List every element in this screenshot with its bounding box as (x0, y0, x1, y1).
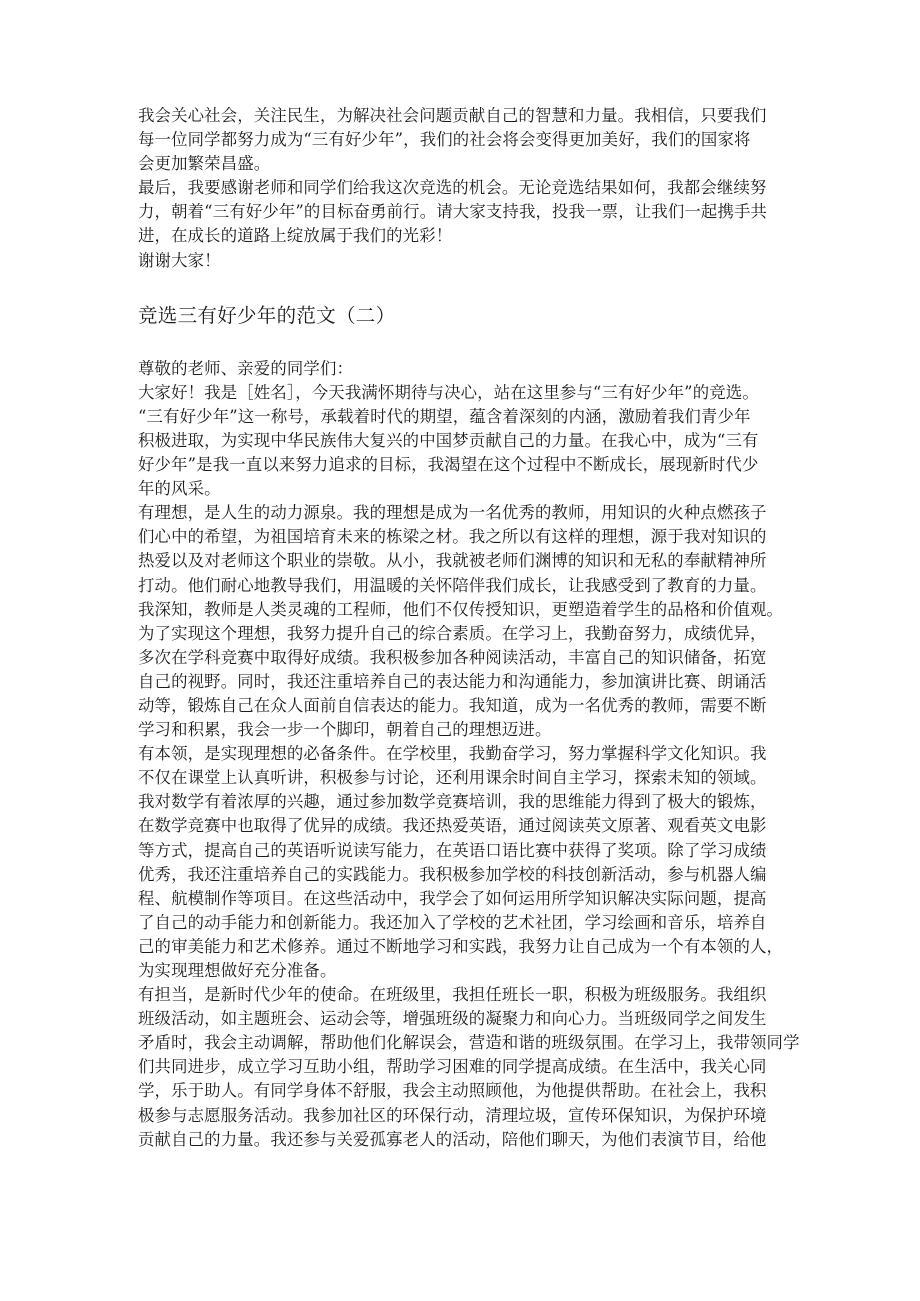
paragraph-line: 有担当，是新时代少年的使命。在班级里，我担任班长一职，积极为班级服务。我组织 (138, 985, 767, 1005)
paragraph-line: “三有好少年”这一称号，承载着时代的期望，蕴含着深刻的内涵，激励着我们青少年 (138, 406, 751, 426)
document-page (138, 104, 804, 1152)
paragraph-line: 谢谢大家！ (138, 250, 221, 270)
paragraph-line: 己的审美能力和艺术修养。通过不断地学习和实践，我努力让自己成为一个有本领的人， (138, 936, 784, 956)
paragraph-line: 程、航模制作等项目。在这些活动中，我学会了如何运用所学知识解决实际问题，提高 (138, 888, 767, 908)
paragraph-line: 贡献自己的力量。我还参与关爱孤寡老人的活动，陪他们聊天，为他们表演节目，给他 (138, 1129, 767, 1149)
paragraph-line: 我深知，教师是人类灵魂的工程师，他们不仅传授知识，更塑造着学生的品格和价值观。 (138, 599, 784, 619)
paragraph-line: 不仅在课堂上认真听讲，积极参与讨论，还利用课余时间自主学习，探索未知的领域。 (138, 768, 767, 788)
paragraph-line: 动等，锻炼自己在众人面前自信表达的能力。我知道，成为一名优秀的教师，需要不断 (138, 695, 767, 715)
section-2-text (138, 357, 804, 1152)
paragraph-line: 有理想，是人生的动力源泉。我的理想是成为一名优秀的教师，用知识的火种点燃孩子 (138, 503, 767, 523)
paragraph-line: 大家好！我是［姓名］，今天我满怀期待与决心，站在这里参与“三有好少年”的竞选。 (138, 382, 759, 402)
paragraph-line: 最后，我要感谢老师和同学们给我这次竞选的机会。无论竞选结果如何，我都会继续努 (138, 178, 767, 198)
paragraph-line: 为了实现这个理想，我努力提升自己的综合素质。在学习上，我勤奋努力，成绩优异， (138, 623, 767, 643)
paragraph-line: 好少年”是我一直以来努力追求的目标，我渴望在这个过程中不断成长，展现新时代少 (138, 455, 759, 475)
paragraph-line: 我对数学有着浓厚的兴趣，通过参加数学竞赛培训，我的思维能力得到了极大的锻炼， (138, 792, 767, 812)
paragraph-line: 会更加繁荣昌盛。 (138, 154, 271, 174)
paragraph-line: 极参与志愿服务活动。我参加社区的环保行动，清理垃圾，宣传环保知识，为保护环境 (138, 1105, 767, 1125)
paragraph-line: 了自己的动手能力和创新能力。我还加入了学校的艺术社团，学习绘画和音乐，培养自 (138, 912, 767, 932)
paragraph-line: 多次在学科竞赛中取得好成绩。我积极参加各种阅读活动，丰富自己的知识储备，拓宽 (138, 647, 767, 667)
section-1-text (138, 104, 804, 273)
paragraph-line: 们心中的希望，为祖国培育未来的栋梁之材。我之所以有这样的理想，源于我对知识的 (138, 527, 767, 547)
paragraph-line: 我会关心社会，关注民生，为解决社会问题贡献自己的智慧和力量。我相信，只要我们 (138, 106, 767, 125)
paragraph-line: 积极进取，为实现中华民族伟大复兴的中国梦贡献自己的力量。在我心中，成为“三有 (138, 430, 759, 450)
paragraph-line: 热爱以及对老师这个职业的崇敬。从小，我就被老师们渊博的知识和无私的奉献精神所 (138, 551, 767, 571)
paragraph-line: 打动。他们耐心地教导我们，用温暖的关怀陪伴我们成长，让我感受到了教育的力量。 (138, 575, 767, 595)
paragraph-line: 矛盾时，我会主动调解，帮助他们化解误会，营造和谐的班级氛围。在学习上，我带领同学 (138, 1033, 800, 1053)
paragraph-line: 等方式，提高自己的英语听说读写能力，在英语口语比赛中获得了奖项。除了学习成绩 (138, 840, 767, 860)
paragraph-line: 尊敬的老师、亲爱的同学们： (138, 358, 354, 378)
paragraph-line: 优秀，我还注重培养自己的实践能力。我积极参加学校的科技创新活动，参与机器人编 (138, 864, 767, 884)
paragraph-line: 力，朝着“三有好少年”的目标奋勇前行。请大家支持我，投我一票，让我们一起携手共 (138, 202, 768, 222)
paragraph-line: 进，在成长的道路上绽放属于我们的光彩！ (138, 226, 453, 246)
section-heading: 竞选三有好少年的范文（二） (138, 303, 396, 327)
paragraph-line: 班级活动，如主题班会、运动会等，增强班级的凝聚力和向心力。当班级同学之间发生 (138, 1009, 767, 1029)
paragraph-line: 每一位同学都努力成为“三有好少年”，我们的社会将会变得更加美好，我们的国家将 (138, 130, 751, 150)
paragraph-line: 学，乐于助人。有同学身体不舒服，我会主动照顾他，为他提供帮助。在社会上，我积 (138, 1081, 767, 1101)
paragraph-line: 在数学竞赛中也取得了优异的成绩。我还热爱英语，通过阅读英文原著、观看英文电影 (138, 816, 767, 836)
paragraph-line: 自己的视野。同时，我还注重培养自己的表达能力和沟通能力，参加演讲比赛、朗诵活 (138, 671, 767, 691)
paragraph-line: 有本领，是实现理想的必备条件。在学校里，我勤奋学习，努力掌握科学文化知识。我 (138, 744, 767, 764)
paragraph-line: 年的风采。 (138, 479, 221, 499)
paragraph-line: 们共同进步，成立学习互助小组，帮助学习困难的同学提高成绩。在生活中，我关心同 (138, 1057, 767, 1077)
paragraph-line: 学习和积累，我会一步一个脚印，朝着自己的理想迈进。 (138, 720, 552, 740)
paragraph-line: 为实现理想做好充分准备。 (138, 961, 337, 980)
